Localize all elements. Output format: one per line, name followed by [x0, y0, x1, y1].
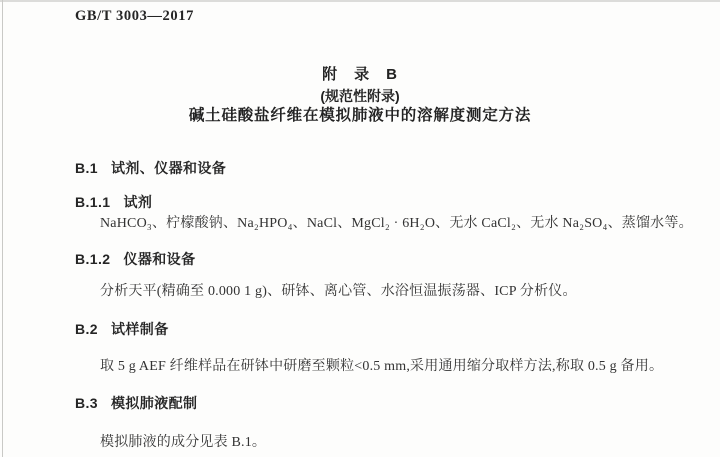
section-heading-b1-2 [75, 249, 195, 269]
appendix-label: 附 录 B [322, 66, 398, 83]
section-body-b1-2: 分析天平(精确至 0.000 1 g)、研钵、离心管、水浴恒温振荡器、ICP 分析仪。 [100, 284, 577, 299]
section-title: 仪器和设备 [123, 251, 196, 267]
section-number: B.1 [75, 160, 98, 176]
section-body-b3: 模拟肺液的成分见表 B.1。 [100, 435, 267, 450]
section-heading-b3 [75, 393, 197, 413]
section-title: 试剂 [123, 194, 153, 210]
section-heading-b1 [75, 158, 226, 178]
section-number: B.2 [75, 321, 98, 337]
appendix-type: (规范性附录) [320, 88, 400, 104]
section-body-b1-1: NaHCO₃、柠檬酸钠、Na₂HPO₄、NaCl、MgCl₂ · 6H₂O、无水 CaCl₂、无水 Na₂SO₄、蒸馏水等。 [100, 216, 693, 231]
section-title: 试样制备 [111, 321, 169, 337]
section-heading-b1-1 [75, 192, 152, 212]
doc-number: GB/T 3003—2017 [75, 8, 194, 24]
appendix-title: 碱土硅酸盐纤维在模拟肺液中的溶解度测定方法 [188, 107, 532, 124]
section-title: 试剂、仪器和设备 [111, 160, 227, 176]
section-body-b2: 取 5 g AEF 纤维样品在研钵中研磨至颗粒<0.5 mm,采用通用缩分取样方法,称取 0.5 g 备用。 [100, 359, 664, 374]
section-title: 模拟肺液配制 [111, 395, 198, 411]
section-number: B.3 [75, 395, 98, 411]
section-heading-b2 [75, 319, 169, 339]
section-number: B.1.1 [75, 194, 111, 210]
section-number: B.1.2 [75, 251, 111, 267]
scan-edge-top [0, 0, 720, 2]
